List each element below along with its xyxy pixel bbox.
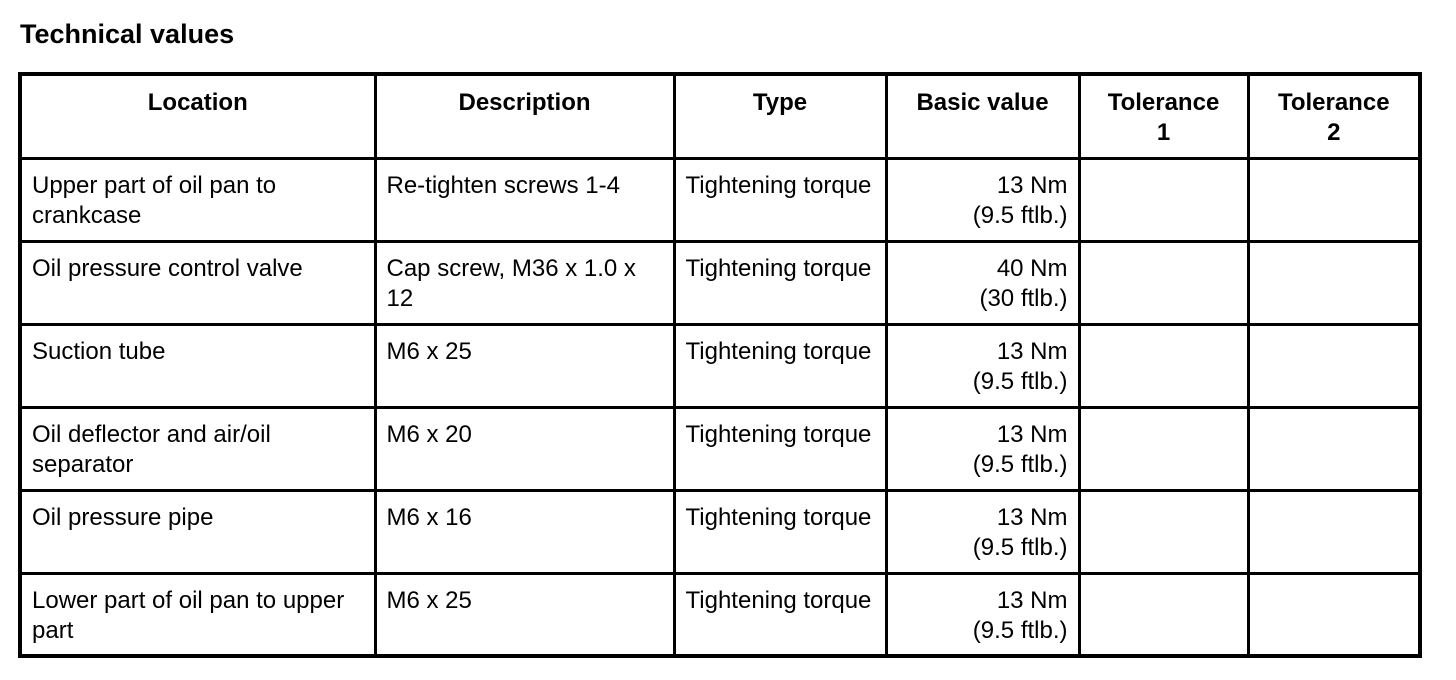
cell-basic-value — [886, 324, 1079, 407]
value-imperial: (9.5 ftlb.) — [972, 616, 1068, 644]
cell-tolerance-2 — [1248, 490, 1420, 573]
table-header-row — [20, 74, 1420, 158]
value-metric: 13 Nm — [996, 503, 1068, 531]
table-row — [20, 490, 1420, 573]
cell-basic-value — [886, 158, 1079, 241]
cell-description: M6 x 20 — [375, 407, 674, 490]
cell-tolerance-2 — [1248, 241, 1420, 324]
cell-tolerance-1 — [1079, 407, 1248, 490]
cell-location: Suction tube — [20, 324, 375, 407]
cell-type: Tightening torque — [674, 158, 886, 241]
table-row — [20, 241, 1420, 324]
column-header-tolerance-2-line-1: Tolerance — [1277, 89, 1390, 116]
cell-basic-value — [886, 241, 1079, 324]
value-metric: 13 Nm — [996, 337, 1068, 365]
cell-description: M6 x 16 — [375, 490, 674, 573]
column-header-tolerance-1-line-1: Tolerance — [1107, 89, 1220, 116]
value-imperial: (9.5 ftlb.) — [972, 367, 1068, 395]
table-row — [20, 324, 1420, 407]
cell-tolerance-1 — [1079, 573, 1248, 656]
cell-location: Oil pressure pipe — [20, 490, 375, 573]
column-header-type: Type — [674, 74, 886, 158]
cell-location: Upper part of oil pan to crankcase — [20, 158, 375, 241]
cell-description: M6 x 25 — [375, 573, 674, 656]
cell-location: Lower part of oil pan to upper part — [20, 573, 375, 656]
column-header-location: Location — [20, 74, 375, 158]
cell-type: Tightening torque — [674, 490, 886, 573]
cell-basic-value — [886, 407, 1079, 490]
technical-values-table — [18, 72, 1422, 658]
cell-location: Oil pressure control valve — [20, 241, 375, 324]
cell-type: Tightening torque — [674, 407, 886, 490]
column-header-tolerance-1 — [1079, 74, 1248, 158]
column-header-basic-value: Basic value — [886, 74, 1079, 158]
column-header-tolerance-2 — [1248, 74, 1420, 158]
table-row — [20, 407, 1420, 490]
cell-type: Tightening torque — [674, 241, 886, 324]
cell-tolerance-1 — [1079, 241, 1248, 324]
page-title: Technical values — [20, 19, 235, 49]
value-imperial: (9.5 ftlb.) — [972, 201, 1068, 229]
cell-description: Cap screw, M36 x 1.0 x 12 — [375, 241, 674, 324]
value-metric: 13 Nm — [996, 586, 1068, 614]
value-metric: 40 Nm — [996, 254, 1068, 282]
column-header-tolerance-1-line-2: 1 — [1156, 119, 1171, 146]
column-header-tolerance-2-line-2: 2 — [1327, 119, 1341, 146]
cell-tolerance-1 — [1079, 324, 1248, 407]
cell-tolerance-2 — [1248, 407, 1420, 490]
cell-tolerance-2 — [1248, 158, 1420, 241]
value-imperial: (30 ftlb.) — [979, 284, 1068, 312]
column-header-description: Description — [375, 74, 674, 158]
cell-basic-value — [886, 573, 1079, 656]
cell-location: Oil deflector and air/oil separator — [20, 407, 375, 490]
value-imperial: (9.5 ftlb.) — [972, 533, 1068, 561]
cell-description: Re-tighten screws 1-4 — [375, 158, 674, 241]
cell-type: Tightening torque — [674, 573, 886, 656]
cell-type: Tightening torque — [674, 324, 886, 407]
cell-tolerance-1 — [1079, 158, 1248, 241]
value-metric: 13 Nm — [996, 420, 1068, 448]
value-metric: 13 Nm — [996, 171, 1068, 199]
cell-basic-value — [886, 490, 1079, 573]
value-imperial: (9.5 ftlb.) — [972, 450, 1068, 478]
cell-tolerance-2 — [1248, 573, 1420, 656]
cell-tolerance-2 — [1248, 324, 1420, 407]
table-row — [20, 573, 1420, 656]
table-row — [20, 158, 1420, 241]
cell-description: M6 x 25 — [375, 324, 674, 407]
cell-tolerance-1 — [1079, 490, 1248, 573]
